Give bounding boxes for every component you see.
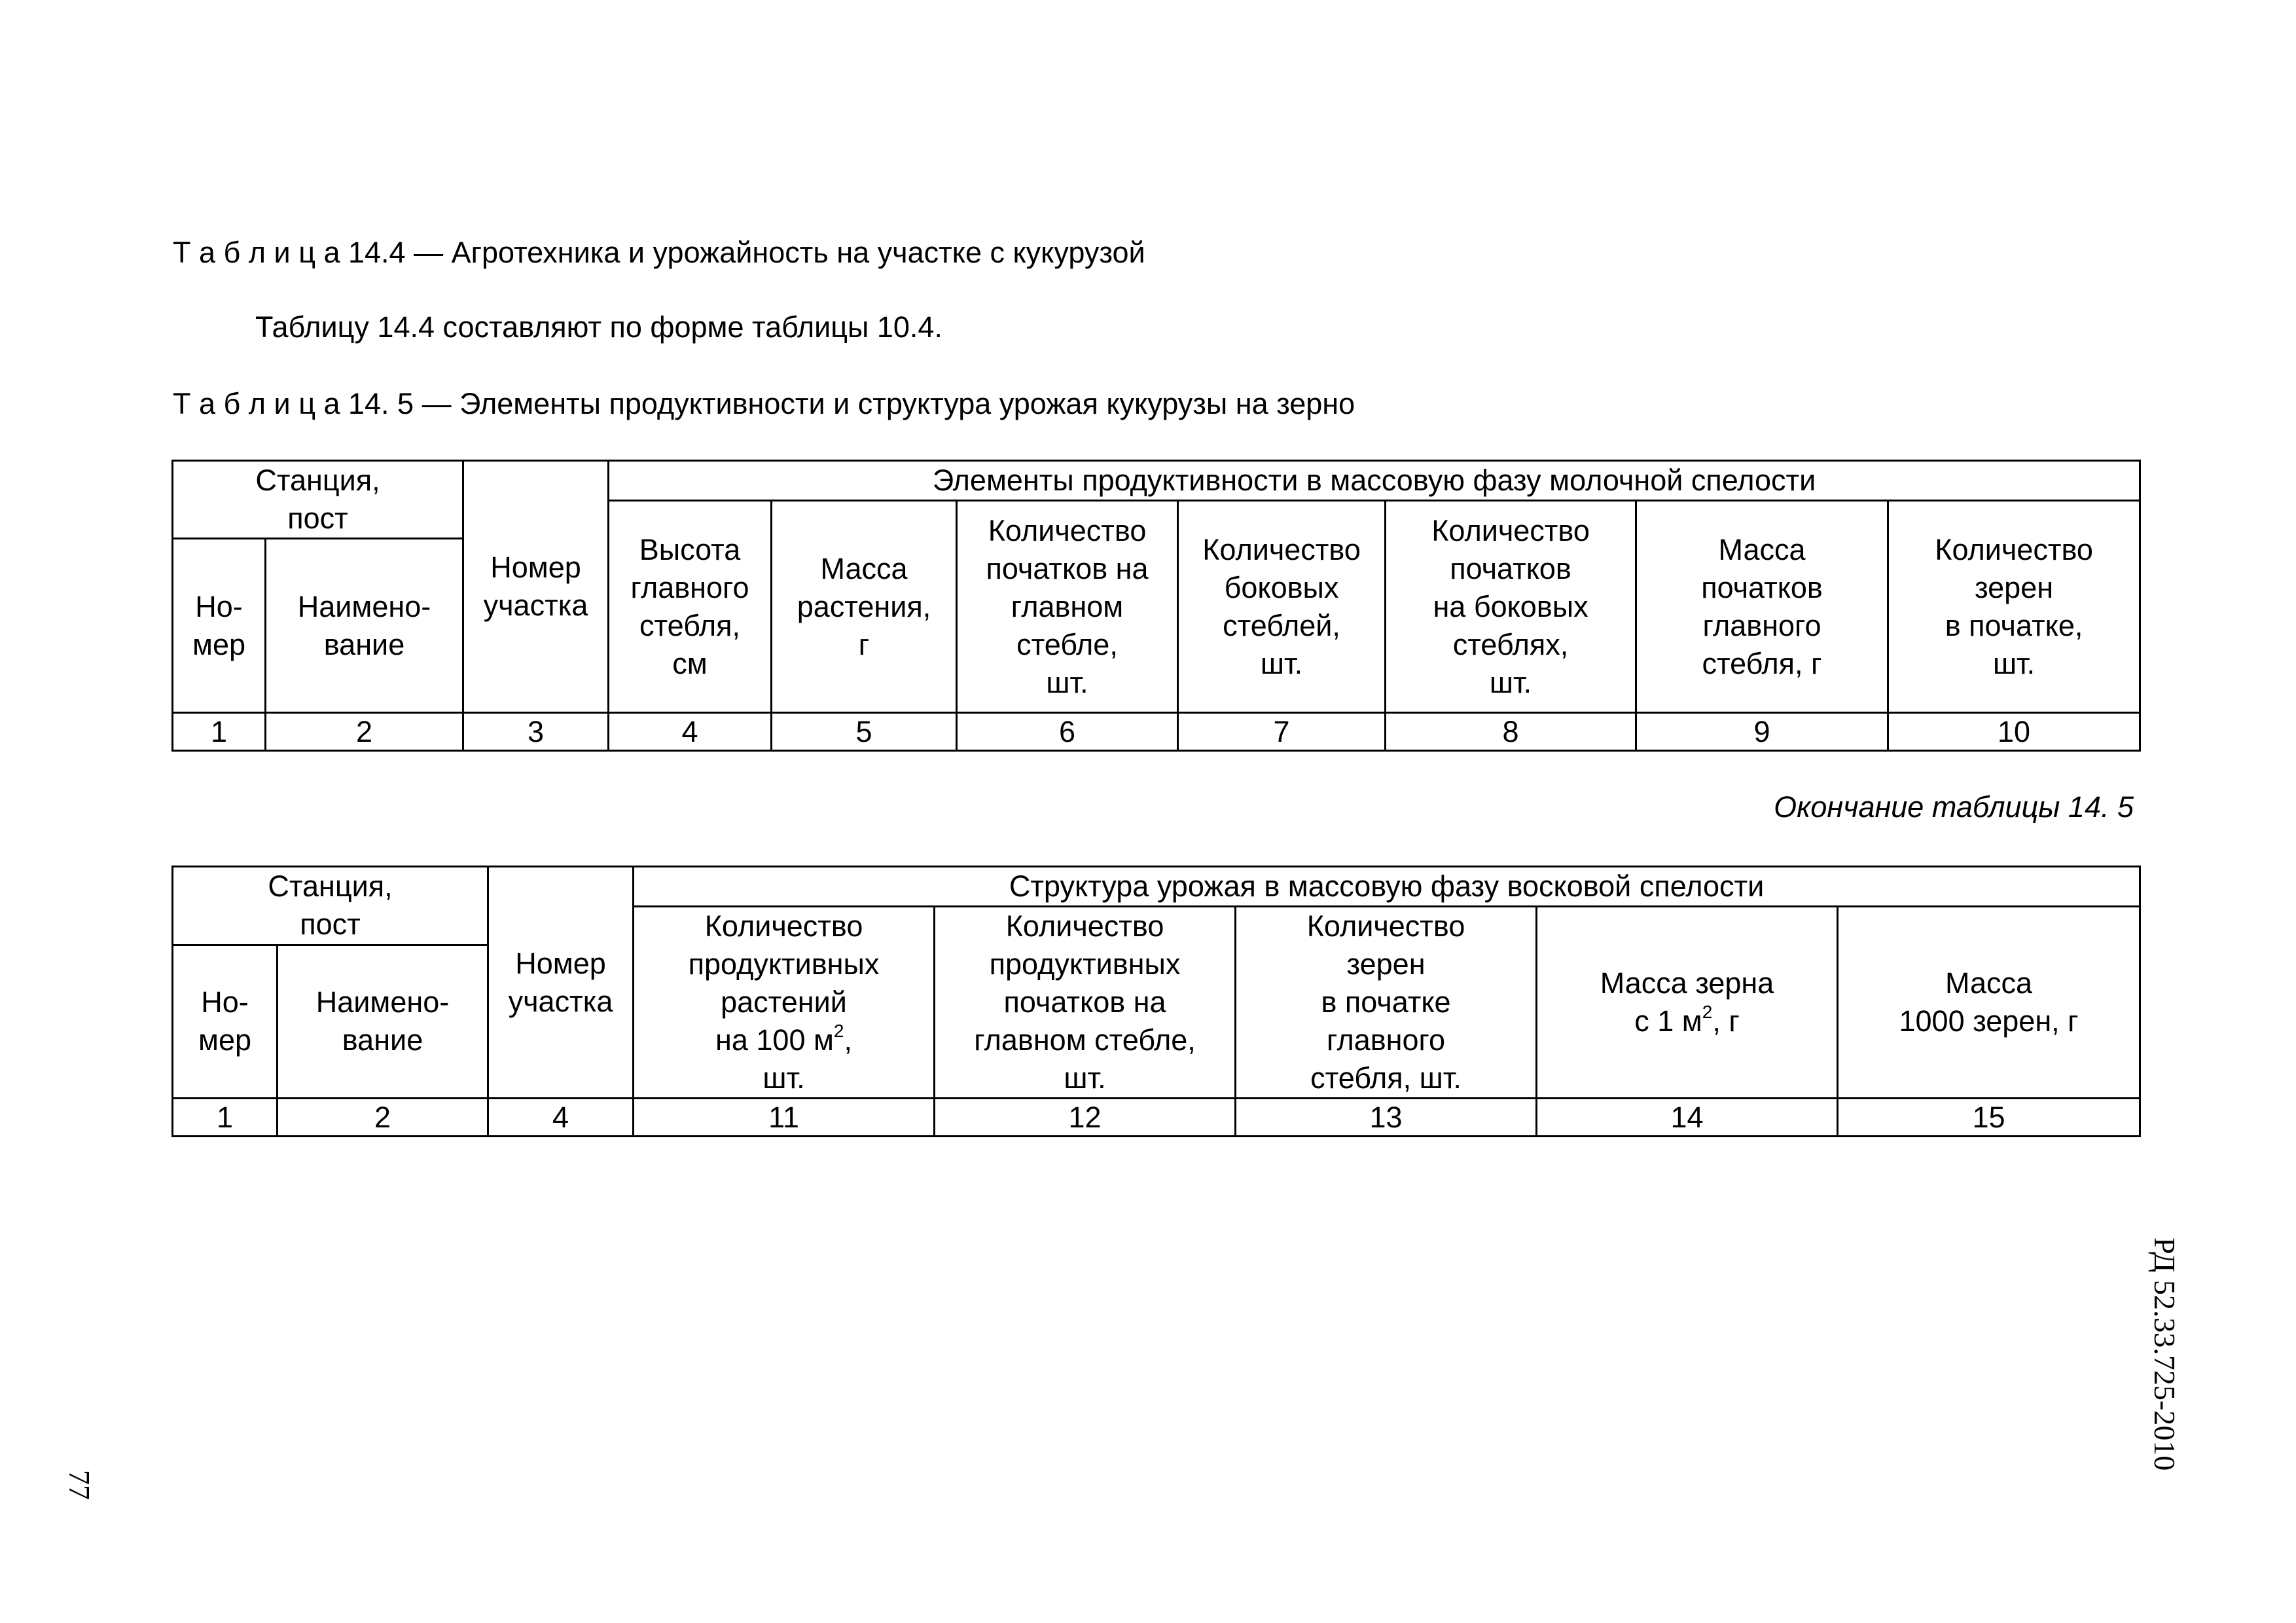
station-number-header: Но- мер [173,539,266,713]
page-number: 77 [63,1470,96,1500]
column-number: 4 [488,1099,634,1137]
table-14-4-note: Таблицу 14.4 составляют по форме таблицы 10.4. [255,310,942,344]
header-productive-ears: Количество продуктивных початков на главном стебле, шт. [935,907,1236,1099]
plot-number-header: Номер участка [488,867,634,1099]
column-number: 13 [1236,1099,1537,1137]
column-number: 3 [463,713,609,751]
header-productive-plants: Количество продуктивных растений на 100 $м^2$, шт. [634,907,935,1099]
table-14-5-caption: Т а б л и ц а 14. 5 — Элементы продуктивности и структура урожая кукурузы на зерно [173,387,1355,420]
column-number: 7 [1178,713,1386,751]
column-number: 5 [772,713,957,751]
header-main-stem-ears: Количество початков на главном стебле, шт. [957,501,1178,713]
column-number: 15 [1838,1099,2140,1137]
header-side-stems: Количество боковых стеблей, шт. [1178,501,1386,713]
column-number: 4 [609,713,772,751]
table-14-5-part-2 [171,866,2141,1137]
header-main-stem-ear-mass: Масса початков главного стебля, г [1636,501,1888,713]
column-number: 2 [266,713,463,751]
column-number: 12 [935,1099,1236,1137]
column-number: 6 [957,713,1178,751]
header-plant-mass: Масса растения, г [772,501,957,713]
column-number: 2 [278,1099,488,1137]
table-14-5-part-1 [171,460,2141,752]
header-main-stem-height: Высота главного стебля, см [609,501,772,713]
station-name-header: Наимено- вание [278,945,488,1098]
header-side-stem-ears: Количество початков на боковых стеблях, шт. [1386,501,1636,713]
station-header: Станция, пост [173,461,463,539]
yield-structure-group-header: Структура урожая в массовую фазу восковой спелости [634,867,2140,907]
header-grains-per-ear: Количество зерен в початке, шт. [1888,501,2140,713]
header-grain-mass-per-m2: Масса зерна с 1 $м^2$, г [1537,907,1838,1099]
column-number: 1 [173,1099,278,1137]
continuation-caption: Окончание таблицы 14. 5 [1774,790,2134,824]
header-grains-per-main-ear: Количество зерен в початке главного стебля, шт. [1236,907,1537,1099]
header-thousand-grain-mass: Масса 1000 зерен, г [1838,907,2140,1099]
column-number: 8 [1386,713,1636,751]
column-number: 14 [1537,1099,1838,1137]
column-number: 11 [634,1099,935,1137]
plot-number-header: Номер участка [463,461,609,713]
table-14-4-caption: Т а б л и ц а 14.4 — Агротехника и урожайность на участке с кукурузой [173,236,1145,269]
column-number: 1 [173,713,266,751]
station-number-header: Но- мер [173,945,278,1098]
station-header: Станция, пост [173,867,488,945]
column-number: 10 [1888,713,2140,751]
station-name-header: Наимено- вание [266,539,463,713]
document-code: РД 52.33.725-2010 [2148,1237,2181,1471]
productivity-group-header: Элементы продуктивности в массовую фазу молочной спелости [609,461,2140,501]
column-number: 9 [1636,713,1888,751]
